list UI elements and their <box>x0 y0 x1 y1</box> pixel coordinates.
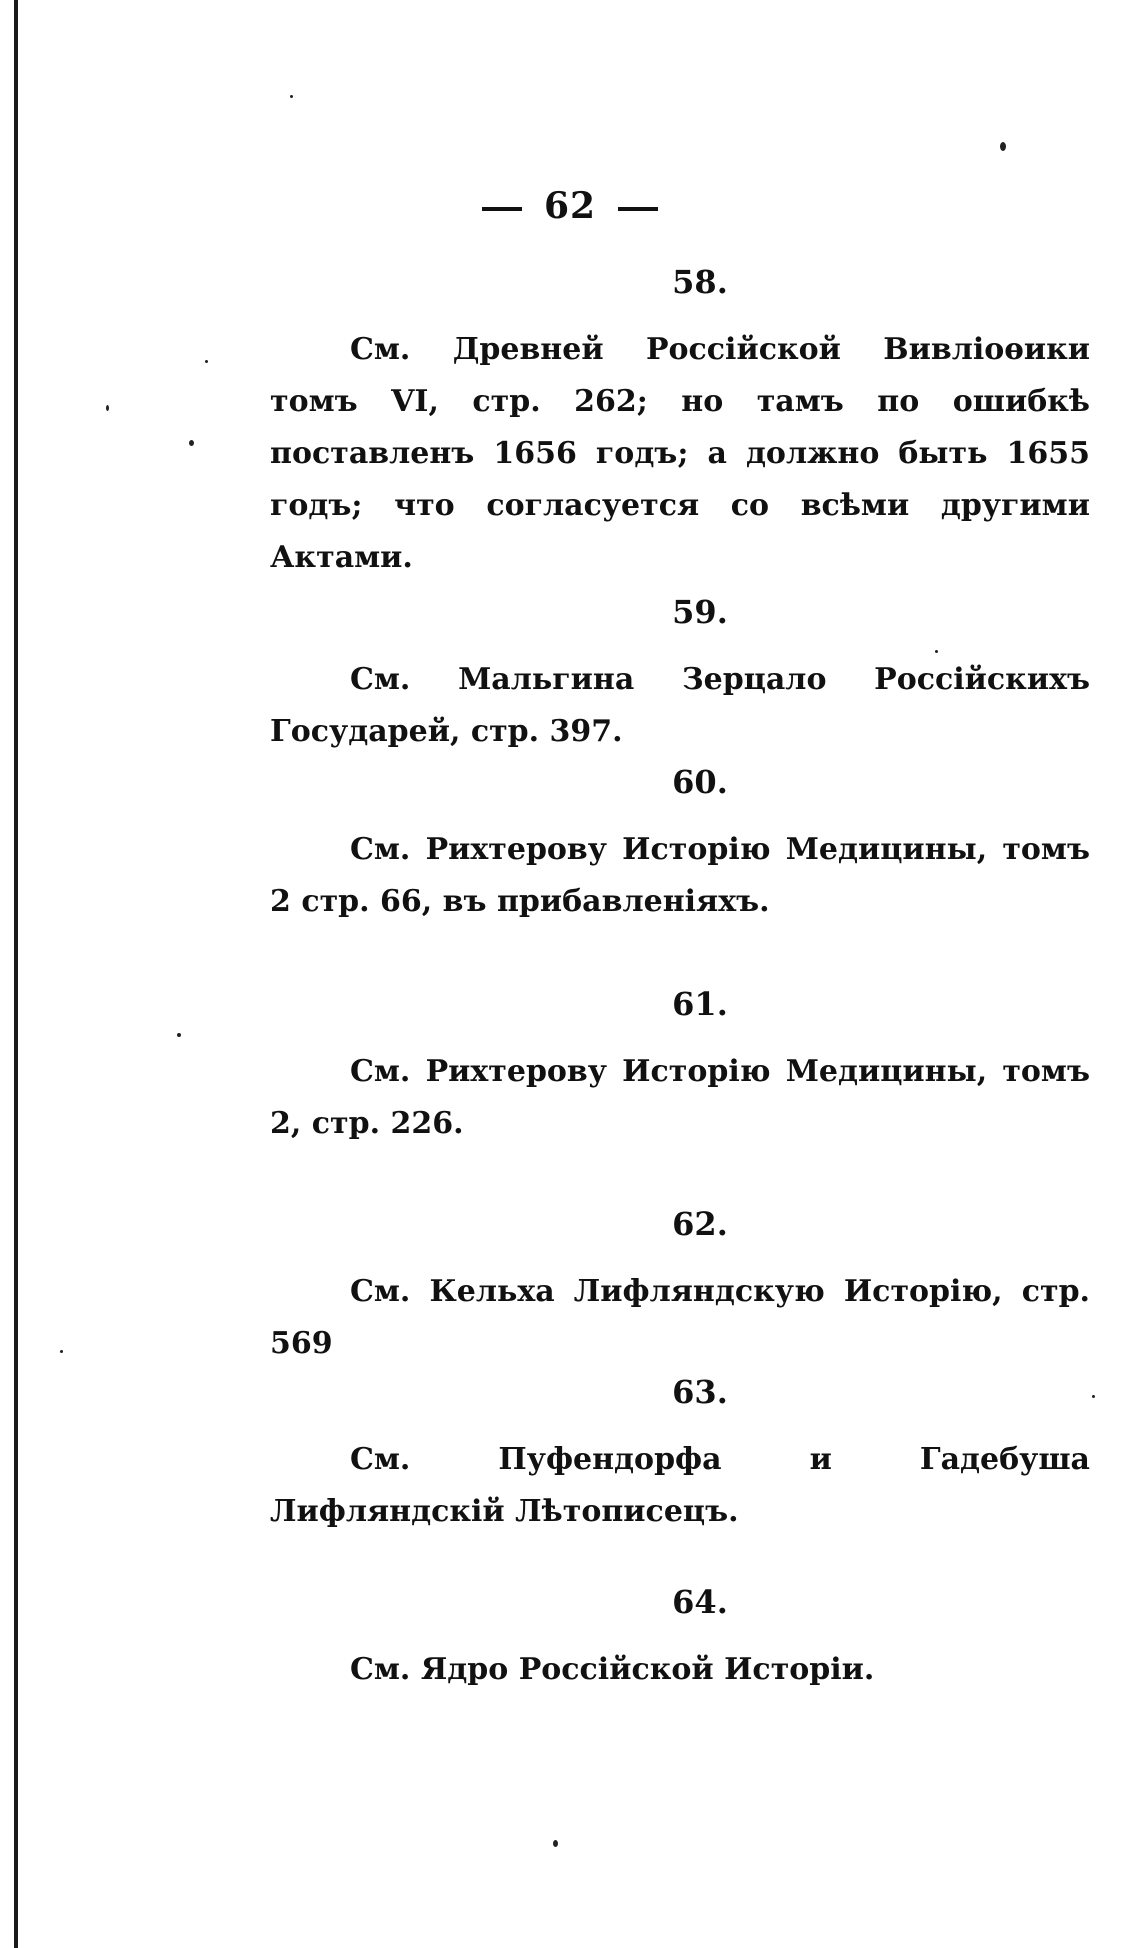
scan-speck <box>189 440 194 446</box>
note-number: 61. <box>672 985 728 1023</box>
note-text: См. Пуфендорфа и Гадебуша Лифляндскій Лѣтописецъ. <box>270 1442 1090 1529</box>
note-number: 63. <box>672 1373 728 1411</box>
page-header <box>0 185 1140 227</box>
scan-speck <box>290 95 293 98</box>
scan-speck <box>935 650 938 653</box>
scan-speck <box>1092 1395 1095 1398</box>
page-edge-rule <box>14 0 18 1948</box>
note-number: 58. <box>672 263 728 301</box>
page-number: 62 <box>543 185 597 227</box>
header-dash-right <box>618 207 658 211</box>
note-number: 60. <box>672 763 728 801</box>
scan-speck <box>553 1840 558 1847</box>
note-59 <box>270 592 1090 758</box>
note-60 <box>270 762 1090 928</box>
note-text: См. Мальгина Зерцало Россійскихъ Государей, стр. 397. <box>270 662 1090 749</box>
scan-speck <box>106 405 109 411</box>
note-number: 59. <box>672 593 728 631</box>
note-text: См. Ядро Россійской Исторіи. <box>350 1652 875 1687</box>
note-number: 64. <box>672 1583 728 1621</box>
note-text: См. Древней Россійской Вивліоѳики томъ VI, стр. 262; но тамъ по ошибкѣ поставленъ 1656 годъ; а должно быть 1655 годъ; что согласуется со всѣми другими Актами. <box>270 332 1090 575</box>
note-number: 62. <box>672 1205 728 1243</box>
scan-speck <box>205 360 208 363</box>
note-63 <box>270 1372 1090 1538</box>
header-dash-left <box>482 207 522 211</box>
note-62 <box>270 1204 1090 1370</box>
note-text: См. Рихтерову Исторію Медицины, томъ 2 стр. 66, въ прибавленіяхъ. <box>270 832 1090 919</box>
scan-speck <box>177 1033 181 1037</box>
scan-speck <box>60 1350 63 1353</box>
note-58 <box>270 262 1090 584</box>
note-text: См. Рихтерову Исторію Медицины, томъ 2, стр. 226. <box>270 1054 1090 1141</box>
note-64 <box>270 1582 1090 1696</box>
scan-speck <box>1000 142 1006 151</box>
note-61 <box>270 984 1090 1150</box>
note-text: См. Кельха Лифляндскую Исторію, стр. 569 <box>270 1274 1090 1361</box>
